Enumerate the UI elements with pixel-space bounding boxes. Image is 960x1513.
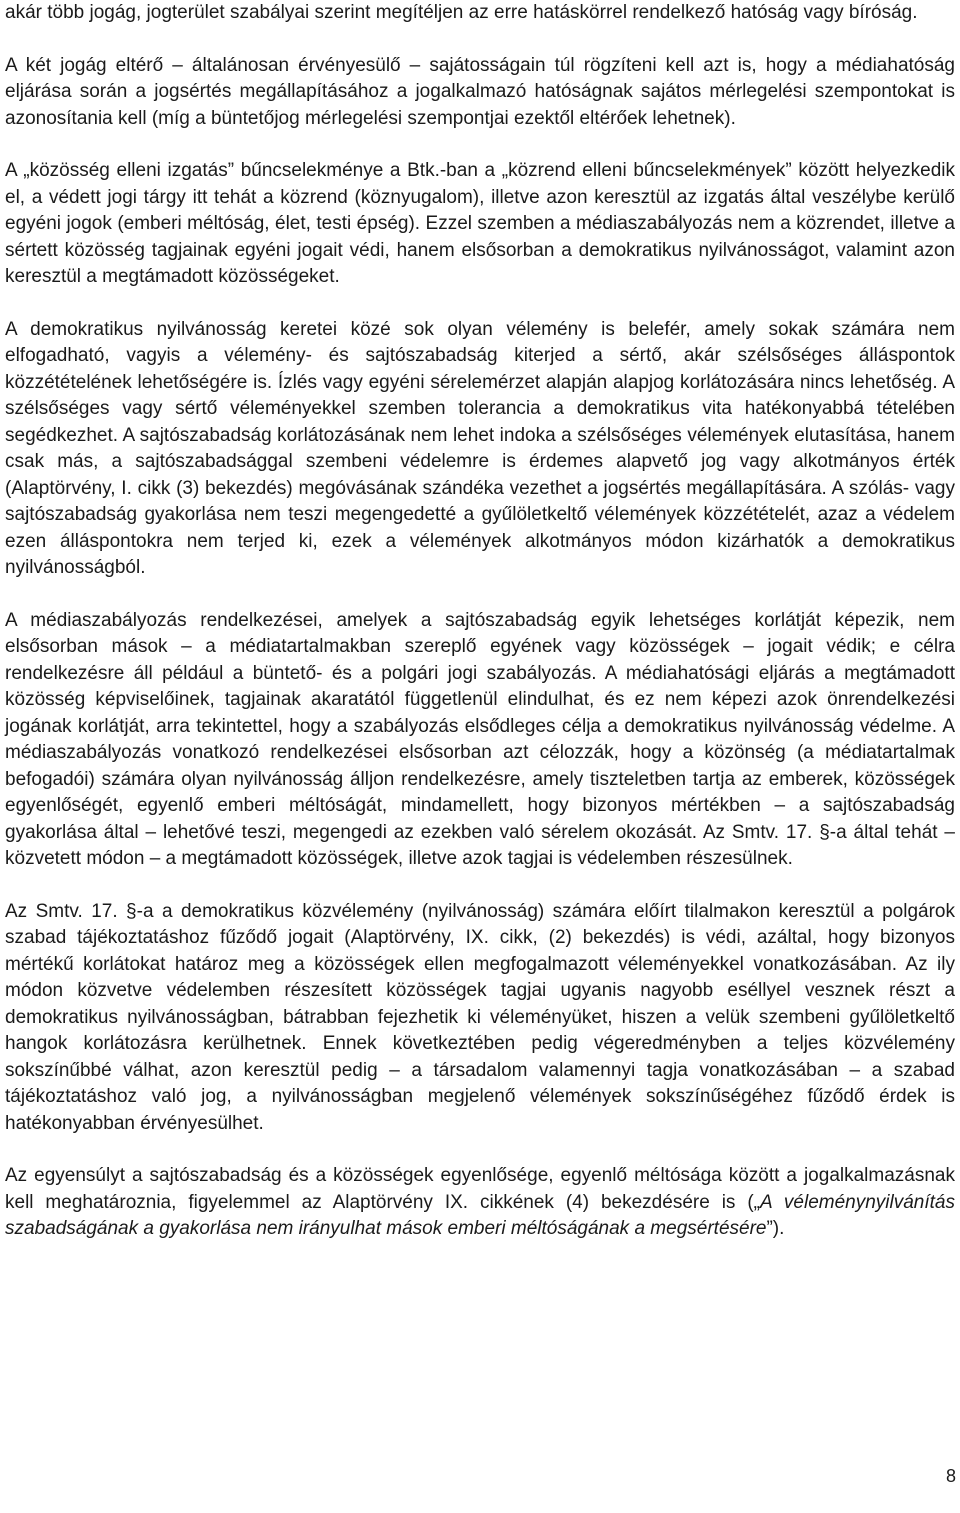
paragraph-text: Az egyensúlyt a sajtószabadság és a közösségek egyenlősége, egyenlő méltósága között a jogalkalmazásnak kell meghatároznia, figyelemmel az Alaptörvény IX. cikkének (4) bekezdésére is („ [5, 1165, 955, 1213]
paragraph-text: A médiaszabályozás rendelkezései, amelyek a sajtószabadság egyik lehetséges korlátját képezik, nem elsősorban mások – a médiatartalmakban szereplő egyének vagy közösségek – jogait védik; e célra rendelkezésre áll például a büntető- és a polgári jogi szabályozás. A médiahatósági eljárás a megtámadott közösség képviselőinek, tagjainak akaratától függetlenül elindulhat, és ez nem képezi azok önrendelkezési jogának korlátját, arra tekintettel, hogy a szabályozás elsődleges célja a demokratikus nyilvánosság védelme. A médiaszabályozás vonatkozó rendelkezései elsősorban azt célozzák, hogy a közönség (a médiatartalmak befogadói) számára olyan nyilvánosság álljon rendelkezésre, amely tiszteletben tartja az emberek, közösségek egyenlőségét, egyenlő emberi méltóságát, mindamellett, hogy bizonyos mértékben – a sajtószabadság gyakorlása által – lehetővé teszi, megengedi az ezekben való sérelem okozását. Az Smtv. 17. §-a által tehát – közvetett módon – a megtámadott közösségek, illetve azok tagjai is védelemben részesülnek. [5, 609, 955, 869]
paragraph [5, 1163, 955, 1243]
paragraph [5, 317, 955, 582]
paragraph [5, 0, 955, 27]
paragraph [5, 158, 955, 291]
document-body [5, 0, 955, 1269]
paragraph [5, 53, 955, 133]
paragraph-text: Az Smtv. 17. §-a a demokratikus közvélemény (nyilvánosság) számára előírt tilalmakon keresztül a polgárok szabad tájékoztatáshoz fűződő jogait (Alaptörvény, IX. cikk, (2) bekezdés) is védi, azáltal, hogy bizonyos mértékű korlátokat határoz meg a közösségek ellen megfogalmazott véleményekkel vonatkozásában. Az ily módon közvetve védelemben részesített közösségek tagjai ugyanis nagyobb eséllyel vesznek részt a demokratikus nyilvánosságban, bátrabban fejezhetik ki véleményüket, hiszen a velük szembeni gyűlöletkeltő hangok korlátozásra kerülhetnek. Ennek következtében pedig végeredményben a teljes közvélemény sokszínűbbé válhat, azon keresztül pedig – a társadalom valamennyi tagja vonatkozásában – a szabad tájékoztatáshoz való jog, a nyilvánosságban megjelenő vélemények sokszínűségéhez fűződő érdek is hatékonyabban érvényesülhet. [5, 900, 955, 1134]
paragraph [5, 899, 955, 1138]
paragraph [5, 608, 955, 873]
paragraph-text: A „közösség elleni izgatás” bűncselekménye a Btk.-ban a „közrend elleni bűncselekmények” között helyezkedik el, a védett jogi tárgy itt tehát a közrend (köznyugalom), illetve azon keresztül az izgatás által veszélybe kerülő egyéni jogok (emberi méltóság, élet, testi épség). Ezzel szemben a médiaszabályozás nem a közrendet, illetve a sértett közösség tagjainak egyéni jogait védi, hanem elsősorban a demokratikus nyilvánosságot, valamint azon keresztül a megtámadott közösségeket. [5, 160, 955, 287]
paragraph-text: A két jogág eltérő – általánosan érvényesülő – sajátosságain túl rögzíteni kell azt is, hogy a médiahatóság eljárása során a jogsértés megállapításához a jogalkalmazó hatóságnak sajátos mérlegelési szempontokat is azonosítania kell (míg a büntetőjog mérlegelési szempontjai ezektől eltérőek lehetnek). [5, 54, 955, 129]
paragraph-text: akár több jogág, jogterület szabályai szerint megítéljen az erre hatáskörrel rendelkező hatóság vagy bíróság. [5, 2, 918, 23]
paragraph-text: ”). [766, 1218, 785, 1239]
page-number: 8 [945, 1466, 956, 1486]
quoted-text: A véleménynyilvánítás szabadságának a gyakorlása nem irányulhat mások emberi méltóságának a megsértésére [5, 1191, 955, 1239]
paragraph-text: A demokratikus nyilvánosság keretei közé sok olyan vélemény is belefér, amely sokak számára nem elfogadható, vagyis a vélemény- és sajtószabadság kiterjed a sértő, akár szélsőséges álláspontok közzétételének lehetőségére is. Ízlés vagy egyéni sérelemérzet alapján alapjog korlátozására nincs lehetőség. A szélsőséges vagy sértő véleményekkel szemben tolerancia a demokratikus vita hatékonyabbá tételében segédkezhet. A sajtószabadság korlátozásának nem lehet indoka a szélsőséges vélemények elutasítása, hanem csak más, a sajtószabadsággal szembeni védelemre is érdemes alapvető jog vagy alkotmányos érték (Alaptörvény, I. cikk (3) bekezdés) megóvásának szándéka vezethet a jogsértés megállapítására. A szólás- vagy sajtószabadság gyakorlása nem teszi megengedetté a gyűlöletkeltő vélemények közzétételét, azaz a védelem ezen álláspontokra nem terjed ki, ezek a vélemények alkotmányos módon kizárhatók a demokratikus nyilvánosságból. [5, 318, 955, 578]
